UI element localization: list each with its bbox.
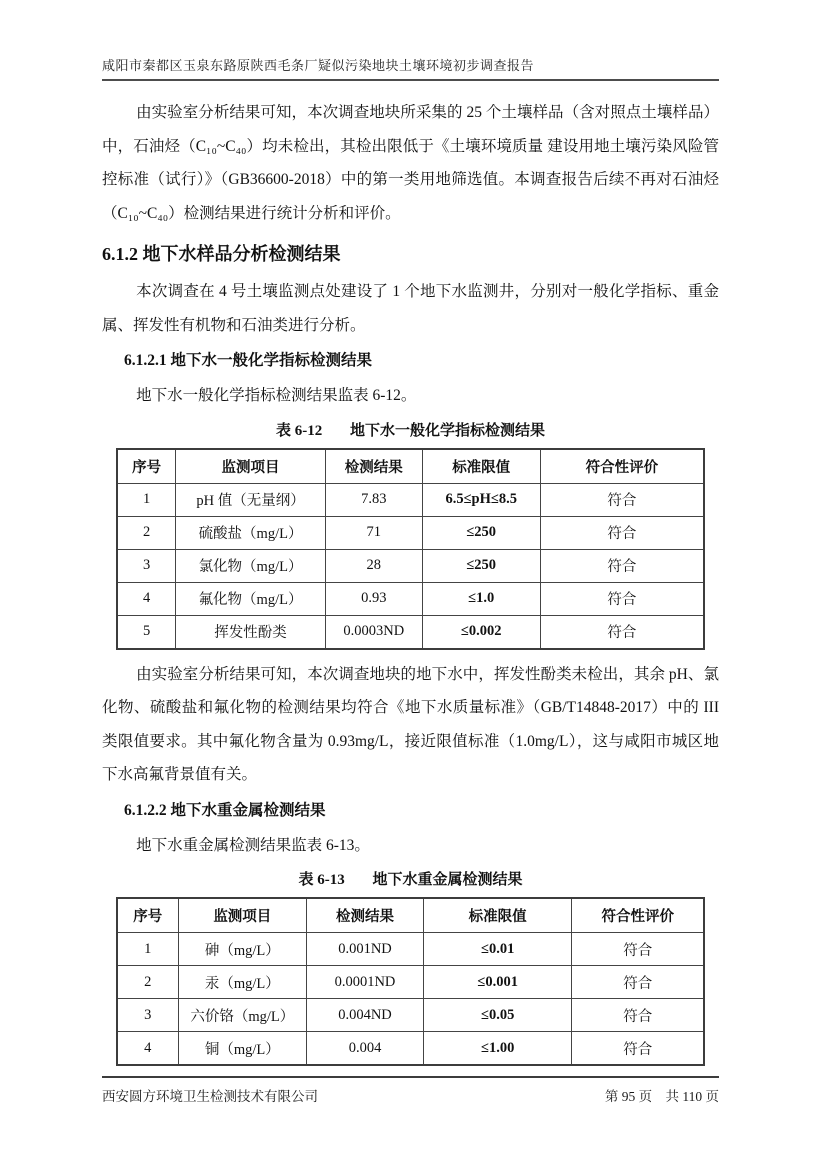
column-header: 符合性评价 — [572, 898, 704, 933]
table-6-13-heavy-metals — [116, 897, 705, 1066]
table-6-12-caption — [102, 419, 719, 440]
paragraph-groundwater-chemistry-discussion: 由实验室分析结果可知，本次调查地块的地下水中，挥发性酚类未检出，其余 pH、氯化物、硫酸盐和氟化物的检测结果均符合《地下水质量标准》（GB/T14848-2017）中的 III 类限值要求。其中氟化物含量为 0.93mg/L，接近限值标准（1.0mg/L），这与咸阳市城区地下水高氟背景值有关。 — [102, 665, 719, 783]
table-row — [117, 966, 704, 999]
table-cell: 71 — [325, 516, 422, 549]
footer-page-current: 第 95 页 — [604, 1089, 653, 1104]
report-header-title: 咸阳市秦都区玉泉东路原陕西毛条厂疑似污染地块土壤环境初步调查报告 — [102, 58, 535, 73]
table-cell: 符合 — [540, 615, 704, 649]
table-cell: 氯化物（mg/L） — [176, 549, 326, 582]
column-header: 序号 — [117, 449, 176, 484]
table-row — [117, 1032, 704, 1066]
table-cell: 0.0003ND — [325, 615, 422, 649]
table-cell: 符合 — [572, 999, 704, 1032]
table-cell: 4 — [117, 582, 176, 615]
column-header: 标准限值 — [423, 898, 572, 933]
table-cell: 氟化物（mg/L） — [176, 582, 326, 615]
table-cell: 铜（mg/L） — [178, 1032, 307, 1066]
column-header: 监测项目 — [178, 898, 307, 933]
table-6-13-caption — [102, 868, 719, 889]
column-header: 标准限值 — [422, 449, 540, 484]
footer-company-name: 西安圆方环境卫生检测技术有限公司 — [102, 1089, 318, 1104]
column-header: 序号 — [117, 898, 178, 933]
table-cell: 4 — [117, 1032, 178, 1066]
paragraph-see-table-6-12: 地下水一般化学指标检测结果监表 6-12。 — [136, 387, 417, 404]
section-heading-6-1-2-1: 6.1.2.1 地下水一般化学指标检测结果 — [124, 352, 373, 369]
table-cell: 符合 — [540, 582, 704, 615]
column-header: 监测项目 — [176, 449, 326, 484]
table-cell: 0.0001ND — [307, 966, 424, 999]
table-cell: 符合 — [540, 516, 704, 549]
table-cell: 0.004 — [307, 1032, 424, 1066]
table-cell: 符合 — [572, 966, 704, 999]
table-row — [117, 549, 704, 582]
section-heading-6-1-2-2: 6.1.2.2 地下水重金属检测结果 — [124, 801, 326, 819]
table-6-12-title: 地下水一般化学指标检测结果 — [349, 422, 545, 439]
column-header: 符合性评价 — [540, 449, 704, 484]
paragraph-see-table-6-13: 地下水重金属检测结果监表 6-13。 — [136, 836, 370, 854]
table-cell: 2 — [117, 966, 178, 999]
table-cell: 7.83 — [325, 483, 422, 516]
table-cell: pH 值（无量纲） — [176, 483, 326, 516]
table-cell: 符合 — [540, 549, 704, 582]
table-cell: 3 — [117, 549, 176, 582]
table-cell: 硫酸盐（mg/L） — [176, 516, 326, 549]
column-header: 检测结果 — [307, 898, 424, 933]
table-cell: ≤250 — [422, 549, 540, 582]
table-cell: 符合 — [572, 933, 704, 966]
table-cell: 六价铬（mg/L） — [178, 999, 307, 1032]
table-cell: 2 — [117, 516, 176, 549]
table-row — [117, 615, 704, 649]
table-cell: 0.004ND — [307, 999, 424, 1032]
table-cell: 符合 — [572, 1032, 704, 1066]
table-row — [117, 933, 704, 966]
table-cell: 挥发性酚类 — [176, 615, 326, 649]
table-cell: ≤250 — [422, 516, 540, 549]
table-cell: 5 — [117, 615, 176, 649]
paragraph-groundwater-intro: 本次调查在 4 号土壤监测点处建设了 1 个地下水监测井，分别对一般化学指标、重金属、挥发性有机物和石油类进行分析。 — [102, 283, 719, 334]
table-6-13-label: 表 6-13 — [298, 872, 345, 888]
table-row — [117, 582, 704, 615]
table-6-12-general-chemistry — [116, 448, 705, 650]
table-cell: 28 — [325, 549, 422, 582]
table-cell: 6.5≤pH≤8.5 — [422, 483, 540, 516]
table-cell: ≤0.001 — [423, 966, 572, 999]
table-cell: ≤0.05 — [423, 999, 572, 1032]
section-heading-6-1-2: 6.1.2 地下水样品分析检测结果 — [102, 244, 341, 264]
paragraph-soil-results: 由实验室分析结果可知，本次调查地块所采集的 25 个土壤样品（含对照点土壤样品）中，石油烃（C₁₀~C₄₀）均未检出，其检出限低于《土壤环境质量 建设用地土壤污染风险管控标准（试行）》（GB36600-2018）中的第一类用地筛选值。本调查报告后续不再对石油烃（C₁₀~C₄₀）检测结果进行统计分析和评价。 — [102, 104, 719, 222]
table-cell: ≤1.0 — [422, 582, 540, 615]
table-cell: 砷（mg/L） — [178, 933, 307, 966]
table-cell: ≤0.01 — [423, 933, 572, 966]
table-cell: 0.001ND — [307, 933, 424, 966]
table-row — [117, 483, 704, 516]
table-cell: 符合 — [540, 483, 704, 516]
table-cell: 1 — [117, 933, 178, 966]
table-row — [117, 516, 704, 549]
table-6-12-label: 表 6-12 — [275, 422, 323, 439]
page-header — [102, 0, 719, 81]
table-row — [117, 999, 704, 1032]
table-6-13-title: 地下水重金属检测结果 — [372, 872, 523, 888]
column-header: 检测结果 — [325, 449, 422, 484]
table-header-row — [117, 898, 704, 933]
page-footer — [102, 1076, 719, 1105]
table-cell: ≤0.002 — [422, 615, 540, 649]
table-cell: 汞（mg/L） — [178, 966, 307, 999]
table-cell: 0.93 — [325, 582, 422, 615]
footer-page-number — [595, 1085, 719, 1105]
footer-page-total: 共 110 页 — [665, 1089, 719, 1104]
table-header-row — [117, 449, 704, 484]
table-cell: ≤1.00 — [423, 1032, 572, 1066]
table-cell: 1 — [117, 483, 176, 516]
table-cell: 3 — [117, 999, 178, 1032]
page-content — [102, 82, 719, 1072]
